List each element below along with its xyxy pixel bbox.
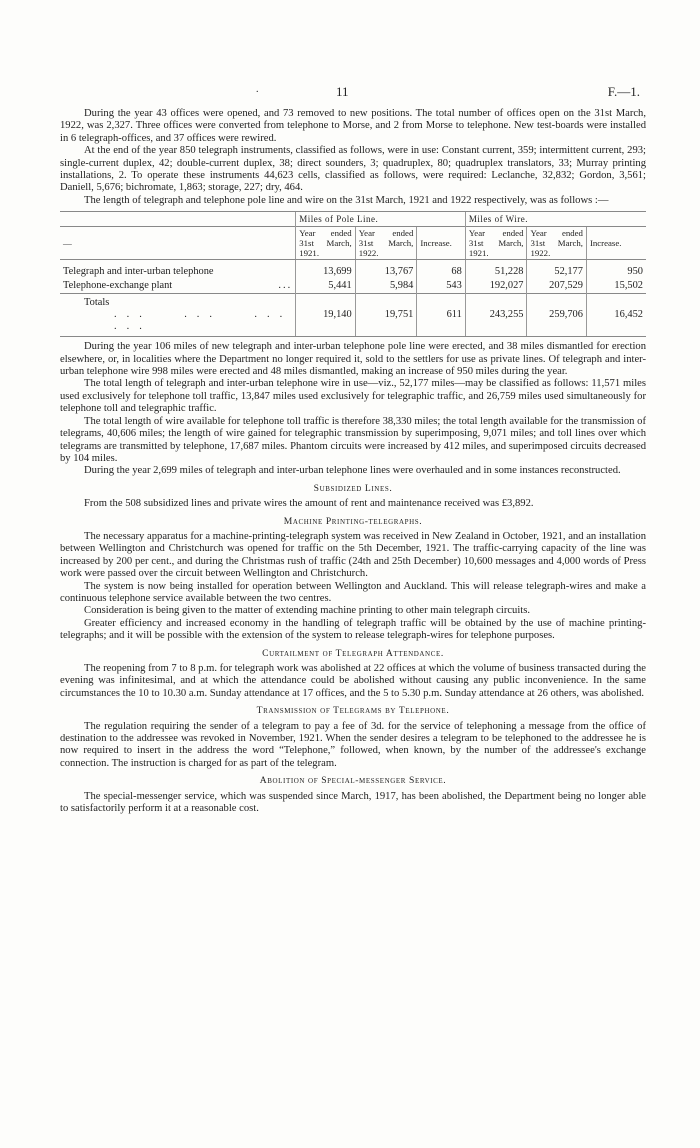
group-wire: Miles of Wire.: [465, 212, 646, 227]
table-column-header: [60, 227, 646, 260]
paragraph: The reopening from 7 to 8 p.m. for telegraph work was abolished at 22 offices at which the volume of business transacted during the evening was infinitesimal, and at which the attendance could be abolished without causing any public inconvenience. In the same circumstances the 10 to 10.30 a.m. Sunday attendance at 17 offices, and the 5 to 5.30 p.m. Sunday attendance at 26 others, was abolished.: [60, 663, 647, 699]
row-label: [60, 279, 296, 294]
paragraph: The total length of wire available for telephone toll traffic is therefore 38,330 miles; the total length available for the transmission of telegrams, 40,606 miles; the length of wire gained for telegraphic transmission by superimposing, 9,071 miles; and toll lines over which telegrams are transmitted by telephone, 17,687 miles. Phantom circuits were increased by 412 miles, and superimposed circuits decreased by 104 miles.: [60, 415, 646, 464]
cell-pole-1921: 13,699: [296, 260, 355, 280]
cell-pole-1921: 19,140: [296, 294, 355, 337]
table-row: [60, 279, 646, 294]
section-heading-machine-printing: Machine Printing-telegraphs.: [283, 515, 423, 527]
cell-wire-increase: 15,502: [586, 279, 646, 294]
cell-wire-increase: 16,452: [586, 294, 646, 337]
col-pole-1921: Year ended 31st March, 1921.: [296, 227, 355, 260]
col-wire-increase: Increase.: [586, 227, 646, 260]
paragraph: During the year 106 miles of new telegraph and inter-urban telephone pole line were erected, and 38 miles dismantled for erection elsewhere, or, in localities where the Department no longer required it, sold to the settlers for use as private lines. Of telegraph and inter-urban telephone wire 998 miles were erected and 48 miles dismantled, making an increase of 950 miles during the year.: [60, 341, 646, 378]
cell-pole-increase: 611: [417, 294, 465, 337]
paragraph: The necessary apparatus for a machine-printing-telegraph system was received in New Zealand in October, 1921, and an installation between Wellington and Christchurch was opened for traffic on the 5th December, 1921. The traffic-carrying capacity of the line was increased by 200 per cent., and during the Christmas rush of traffic (24th and 25th December) 10,600 messages and 4,000 words of Press work were passed over the circuit between Wellington and Christchurch.: [60, 530, 646, 580]
paragraph: At the end of the year 850 telegraph instruments, classified as follows, were in use: Constant current, 359; intermittent current, 293; single-current duplex, 42; double-current duplex, 38; direct sounders, 3; quadruplex, 80; quadruplex translators, 33; Murray printing installations, 2. To operate these instruments 44,623 cells, classified as follows, were required: Leclanche, 32,832; Gordon, 3,561; Daniell, 5,676; bichromate, 1,863; storage, 227; dry, 464.: [60, 145, 646, 194]
page-body: [60, 108, 646, 815]
cell-pole-1922: 5,984: [355, 279, 417, 294]
table-corner: —: [60, 227, 296, 260]
section-heading-subsidized-lines: Subsidized Lines.: [313, 482, 393, 494]
document-reference: F.—1.: [607, 84, 640, 99]
cell-wire-1922: 52,177: [527, 260, 586, 280]
paragraph: Greater efficiency and increased economy in the handling of telegraph traffic will be obtained by the use of machine printing-telegraphs; and it will be possible with the extension of the system to release telegraph-wires for telephone purposes.: [60, 617, 646, 642]
paragraph: The system is now being installed for operation between Wellington and Auckland. This will release telegraph-wires and make a continuous telephone service available between the two centres.: [60, 580, 646, 604]
paragraph: From the 508 subsidized lines and private wires the amount of rent and maintenance received was £3,892.: [84, 498, 534, 510]
cell-wire-1921: 192,027: [465, 279, 527, 294]
col-pole-1922: Year ended 31st March, 1922.: [355, 227, 417, 260]
leader-dots: ...: [278, 280, 293, 292]
row-label-text: Telegraph and inter-urban telephone: [63, 266, 214, 278]
total-label: Totals: [84, 297, 110, 309]
paragraph: The length of telegraph and telephone pole line and wire on the 31st March, 1921 and 1922 respectively, was as follows :—: [84, 194, 609, 206]
page-header: [0, 84, 700, 100]
col-wire-1922: Year ended 31st March, 1922.: [527, 227, 586, 260]
cell-pole-1922: 19,751: [355, 294, 417, 337]
cell-pole-increase: 68: [417, 260, 465, 280]
section-heading-transmission: Transmission of Telegrams by Telephone.: [256, 705, 450, 717]
cell-wire-increase: 950: [586, 260, 646, 280]
section-heading-abolition: Abolition of Special-messenger Service.: [259, 775, 447, 787]
header-mark: .: [256, 84, 259, 95]
group-pole-line: Miles of Pole Line.: [296, 212, 466, 227]
cell-pole-increase: 543: [417, 279, 465, 294]
cell-wire-1922: 259,706: [527, 294, 586, 337]
cell-pole-1922: 13,767: [355, 260, 417, 280]
row-label: [60, 294, 296, 337]
paragraph: The special-messenger service, which was suspended since March, 1917, has been abolished, the Department being no longer able to satisfactorily perform it at a reasonable cost.: [60, 790, 646, 815]
paragraph: During the year 43 offices were opened, and 73 removed to new positions. The total number of offices open on the 31st March, 1922, was 2,327. Three offices were converted from telephone to Morse, and 2 from Morse to telephone. New test-boards were installed in 6 telegraph-offices, and 37 offices were rewired.: [60, 108, 646, 144]
table-group-header: [60, 212, 646, 227]
table-total-row: [60, 294, 646, 337]
paragraph: During the year 2,699 miles of telegraph and inter-urban telephone lines were overhauled and in some instances reconstructed.: [84, 465, 621, 477]
section-heading-curtailment: Curtailment of Telegraph Attendance.: [262, 647, 444, 659]
col-pole-increase: Increase.: [417, 227, 465, 260]
cell-wire-1922: 207,529: [527, 279, 586, 294]
row-label: [60, 260, 296, 280]
paragraph: The total length of telegraph and inter-urban telephone wire in use—viz., 52,177 miles—may be classified as follows: 11,571 miles used exclusively for telephone toll traffic, 13,847 miles used exclusively for telegraphic traffic, and 26,759 miles used simultaneously for telephone toll and telegraphic traffic.: [60, 378, 646, 415]
cell-wire-1921: 243,255: [465, 294, 527, 337]
leader-dots: ... ... ... ...: [114, 309, 293, 333]
page-number: 11: [336, 84, 349, 99]
col-wire-1921: Year ended 31st March, 1921.: [465, 227, 527, 260]
cell-wire-1921: 51,228: [465, 260, 527, 280]
paragraph: The regulation requiring the sender of a telegram to pay a fee of 3d. for the service of telephoning a message from the office of destination to the addressee was revoked in November, 1921. When the sender desires a telegram to be telephoned to the addressee he is now required to insert in the address the word “Telephone,” followed, when known, by the number of the addressee's exchange connection. The instruction is charged for as part of the telegram.: [60, 720, 646, 769]
paragraph: Consideration is being given to the matter of extending machine printing to other main telegraph circuits.: [84, 605, 530, 617]
table-corner-spacer: [60, 212, 296, 227]
pole-line-wire-table: [60, 211, 646, 337]
cell-pole-1921: 5,441: [296, 279, 355, 294]
row-label-text: Telephone-exchange plant: [63, 280, 173, 292]
table-row: [60, 260, 646, 280]
